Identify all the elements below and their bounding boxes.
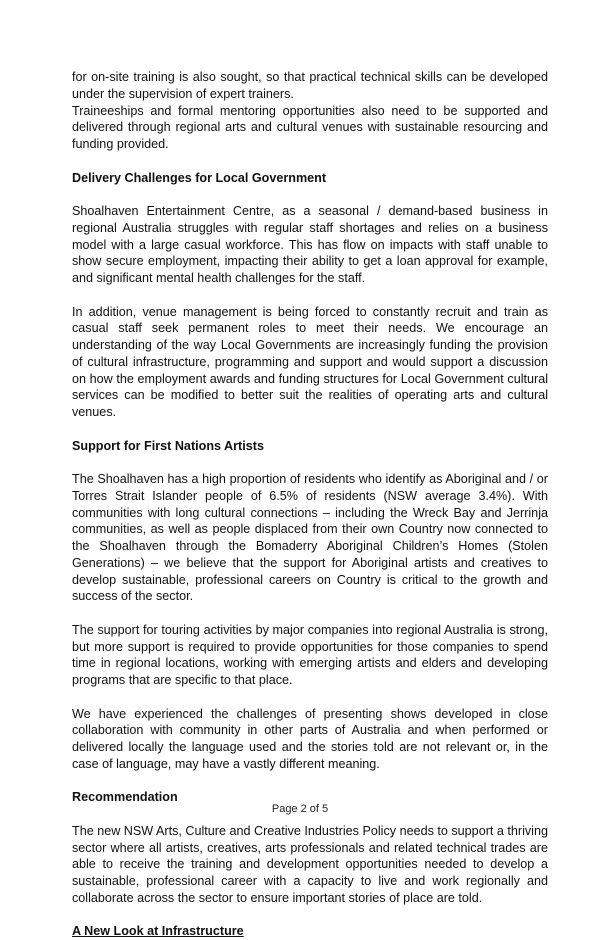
spacer (72, 287, 548, 304)
spacer (72, 421, 548, 438)
paragraph: Shoalhaven Entertainment Centre, as a seasonal / demand-based business in regional Australia struggles with regular staff shortages and relies on a business model with a large casual workforce. This has flow on impacts with staff unable to show secure employment, impacting their ability to get a loan approval for example, and significant mental health challenges for the staff. (72, 204, 548, 285)
spacer (72, 689, 548, 706)
paragraph: In addition, venue management is being forced to constantly recruit and train as casual staff seek permanent roles to meet their needs. We encourage an understanding of the way Local Governments are increasingly funding the provision of cultural infrastructure, programming and support and would support a discussion on how the employment awards and funding structures for Local Government cultural services can be modified to better suit the realities of operating arts and cultural venues. (72, 304, 548, 419)
spacer (72, 186, 548, 203)
paragraph: The support for touring activities by major companies into regional Australia is strong, but more support is required to provide opportunities for those companies to spend time in regional locations, working with emerging artists and elders and developing programs that are specific to that place. (72, 622, 548, 687)
paragraph: The new NSW Arts, Culture and Creative Industries Policy needs to support a thriving sector where all artists, creatives, arts professionals and related technical trades are able to receive the training and development opportunities needed to develop a sustainable, professional career with a capacity to live and work regionally and collaborate across the sector to ensure important stories of place are told. (72, 823, 548, 905)
section-heading-infrastructure: A New Look at Infrastructure (72, 924, 244, 939)
section-heading-first-nations: Support for First Nations Artists (72, 438, 264, 453)
page-number-footer: Page 2 of 5 (271, 803, 329, 815)
spacer (72, 454, 548, 471)
spacer (72, 907, 548, 924)
section-heading-recommendation: Recommendation (72, 790, 178, 805)
spacer (72, 773, 548, 790)
section-heading-delivery-challenges: Delivery Challenges for Local Government (72, 170, 327, 185)
spacer (72, 153, 548, 170)
paragraph: for on-site training is also sought, so that practical technical skills can be developed under the supervision of expert trainers. (72, 70, 548, 101)
paragraph: We have experienced the challenges of presenting shows developed in close collaboration with community in other parts of Australia and when performed or delivered locally the language used and the stories told are not relevant or, in the case of language, may have a vastly different meaning. (72, 706, 548, 771)
paragraph: The Shoalhaven has a high proportion of residents who identify as Aboriginal and / or Torres Strait Islander people of 6.5% of residents (NSW average 3.4%). With communities with long cultural connections – including the Wreck Bay and Jerrinja communities, as well as people displaced from their own Country now connected to the Shoalhaven through the Bomaderry Aboriginal Children’s Homes (Stolen Generations) – we believe that the support for Aboriginal artists and creatives to develop sustainable, professional careers on Country is critical to the growth and success of the sector. (72, 472, 548, 604)
paragraph: Traineeships and formal mentoring opportunities also need to be supported and delivered through regional arts and cultural venues with sustainable resourcing and funding provided. (72, 103, 548, 151)
spacer (72, 605, 548, 622)
